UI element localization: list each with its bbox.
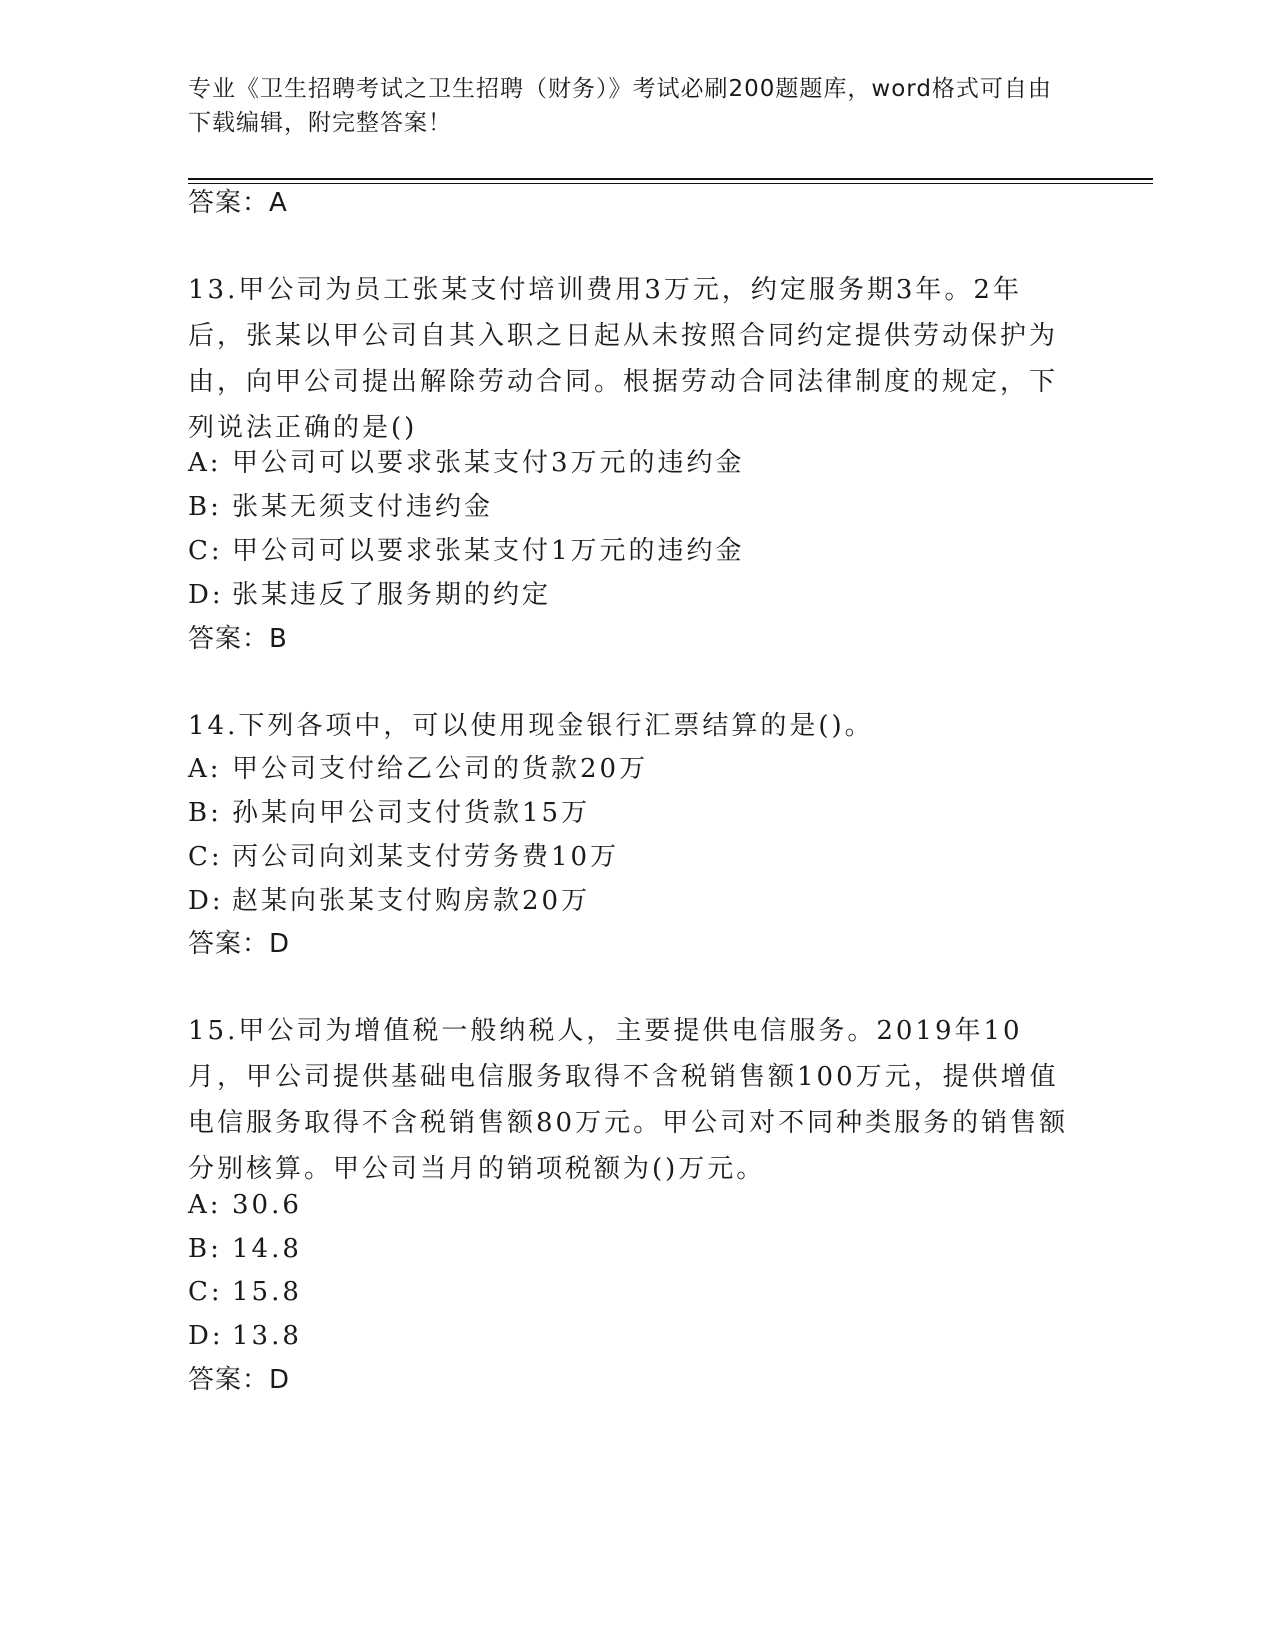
- option-text: 13.8: [232, 1321, 302, 1351]
- question-14-option-c: [188, 840, 619, 874]
- question-15-option-a: [188, 1188, 302, 1222]
- option-key: A:: [188, 448, 222, 478]
- option-text: 甲公司可以要求张某支付1万元的违约金: [232, 536, 745, 566]
- header-divider-thick: [188, 178, 1153, 180]
- option-key: B:: [188, 1234, 222, 1264]
- question-13-option-b: [188, 490, 493, 524]
- option-text: 30.6: [232, 1190, 302, 1220]
- option-key: C:: [188, 1277, 223, 1307]
- document-header: 专业《卫生招聘考试之卫生招聘（财务）》考试必刷200题题库，word格式可自由下载编辑，附完整答案！: [188, 76, 1052, 136]
- option-key: D:: [188, 580, 224, 610]
- header-divider-thin: [188, 183, 1153, 184]
- option-text: 赵某向张某支付购房款20万: [232, 886, 591, 916]
- option-key: B:: [188, 492, 222, 522]
- question-13-option-c: [188, 534, 745, 568]
- question-15-option-c: [188, 1275, 302, 1309]
- question-14-stem: 14.下列各项中，可以使用现金银行汇票结算的是()。: [188, 711, 874, 741]
- question-14-option-a: [188, 752, 648, 786]
- option-text: 甲公司可以要求张某支付3万元的违约金: [232, 448, 745, 478]
- option-key: A:: [188, 754, 222, 784]
- option-key: D:: [188, 1321, 224, 1351]
- option-text: 15.8: [232, 1277, 302, 1307]
- question-13-option-d: [188, 578, 551, 612]
- option-text: 张某违反了服务期的约定: [232, 580, 552, 610]
- option-key: C:: [188, 536, 223, 566]
- answer-q13: 答案：B: [188, 624, 288, 654]
- answer-q15: 答案：D: [188, 1365, 291, 1395]
- option-text: 丙公司向刘某支付劳务费10万: [232, 842, 620, 872]
- question-13-stem: 13.甲公司为员工张某支付培训费用3万元，约定服务期3年。2年后，张某以甲公司自其入职之日起从未按照合同约定提供劳动保护为由，向甲公司提出解除劳动合同。根据劳动合同法律制度的规定，下列说法正确的是(): [188, 275, 1059, 443]
- answer-q14: 答案：D: [188, 929, 291, 959]
- question-15-stem: 15.甲公司为增值税一般纳税人，主要提供电信服务。2019年10月，甲公司提供基础电信服务取得不含税销售额100万元，提供增值电信服务取得不含税销售额80万元。甲公司对不同种类服务的销售额分别核算。甲公司当月的销项税额为()万元。: [188, 1016, 1069, 1184]
- answer-q12: 答案：A: [188, 188, 288, 218]
- question-15-option-d: [188, 1319, 302, 1353]
- question-13-option-a: [188, 446, 745, 480]
- question-14-option-d: [188, 884, 590, 918]
- option-key: C:: [188, 842, 223, 872]
- option-text: 14.8: [232, 1234, 302, 1264]
- option-text: 甲公司支付给乙公司的货款20万: [232, 754, 649, 784]
- question-14-option-b: [188, 796, 590, 830]
- option-key: A:: [188, 1190, 222, 1220]
- question-15-option-b: [188, 1232, 302, 1266]
- option-text: 张某无须支付违约金: [232, 492, 494, 522]
- option-text: 孙某向甲公司支付货款15万: [232, 798, 591, 828]
- option-key: B:: [188, 798, 222, 828]
- option-key: D:: [188, 886, 224, 916]
